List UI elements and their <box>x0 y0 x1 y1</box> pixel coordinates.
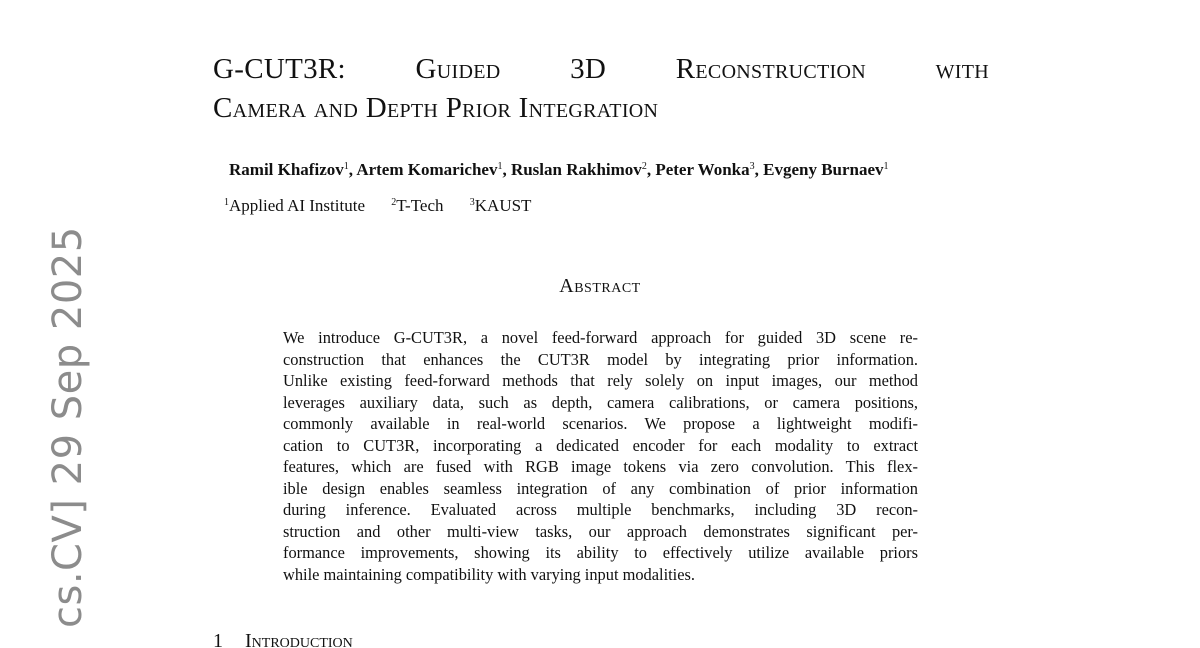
affiliation-list <box>224 196 553 216</box>
author-name: Ruslan Rakhimov <box>510 160 642 179</box>
abstract-line: construction that enhances the CUT3R model by integrating prior information. <box>283 349 918 369</box>
author-separator: , <box>754 160 764 179</box>
abstract-line: features, which are fused with RGB image tokens via zero convolution. This flex- <box>283 457 918 476</box>
author-affiliation-marker: 3 <box>749 161 755 172</box>
paper-title <box>213 50 989 128</box>
abstract-line: cation to CUT3R, incorporating a dedicated encoder for each modality to extract <box>283 435 918 455</box>
author-affiliation-marker: 2 <box>641 161 647 172</box>
author-list <box>229 160 889 180</box>
affiliation-name: T-Tech <box>396 196 444 215</box>
affiliation <box>391 196 443 215</box>
abstract-line: Unlike existing feed-forward methods that rely solely on input images, our method <box>283 371 918 390</box>
abstract-body <box>283 327 918 585</box>
author-separator: , <box>502 160 511 179</box>
author-name: Artem Komarichev <box>356 160 498 179</box>
author-affiliation-marker: 1 <box>343 161 349 172</box>
arxiv-side-stamp: cs.CV] 29 Sep 2025 <box>45 226 91 628</box>
abstract-heading: Abstract <box>559 275 641 297</box>
affiliation <box>470 196 532 215</box>
affiliation-number: 3 <box>469 197 475 208</box>
author-name: Peter Wonka <box>655 160 750 179</box>
affiliation <box>224 196 365 215</box>
abstract-line: leverages auxiliary data, such as depth, camera calibrations, or camera positions, <box>283 392 918 412</box>
affiliation-name: Applied AI Institute <box>229 196 365 215</box>
abstract-line: We introduce G-CUT3R, a novel feed-forward approach for guided 3D scene re- <box>283 328 918 347</box>
title-line: G-CUT3R: Guided 3D Reconstruction with <box>213 53 989 85</box>
author-separator: , <box>348 160 357 179</box>
section-heading-introduction <box>213 630 353 648</box>
abstract-line: struction and other multi-view tasks, our approach demonstrates significant per- <box>283 521 918 541</box>
affiliation-number: 2 <box>391 197 397 208</box>
author-name: Evgeny Burnaev <box>763 160 884 179</box>
affiliation-number: 1 <box>224 197 229 208</box>
abstract-line: ible design enables seamless integration of any combination of prior information <box>283 478 918 498</box>
title-line: Camera and Depth Prior Integration <box>213 92 659 124</box>
abstract-line: during inference. Evaluated across multiple benchmarks, including 3D recon- <box>283 500 918 519</box>
author-affiliation-marker: 1 <box>497 161 503 172</box>
abstract-line: commonly available in real-world scenarios. We propose a lightweight modifi- <box>283 414 918 433</box>
author-separator: , <box>646 160 656 179</box>
abstract-line: while maintaining compatibility with varying input modalities. <box>283 564 695 584</box>
abstract-line: formance improvements, showing its ability to effectively utilize available priors <box>283 543 918 562</box>
section-title: Introduction <box>245 630 353 648</box>
section-number: 1 <box>213 630 223 648</box>
author-name: Ramil Khafizov <box>229 160 344 179</box>
affiliation-name: KAUST <box>474 196 532 215</box>
author-affiliation-marker: 1 <box>883 161 889 172</box>
